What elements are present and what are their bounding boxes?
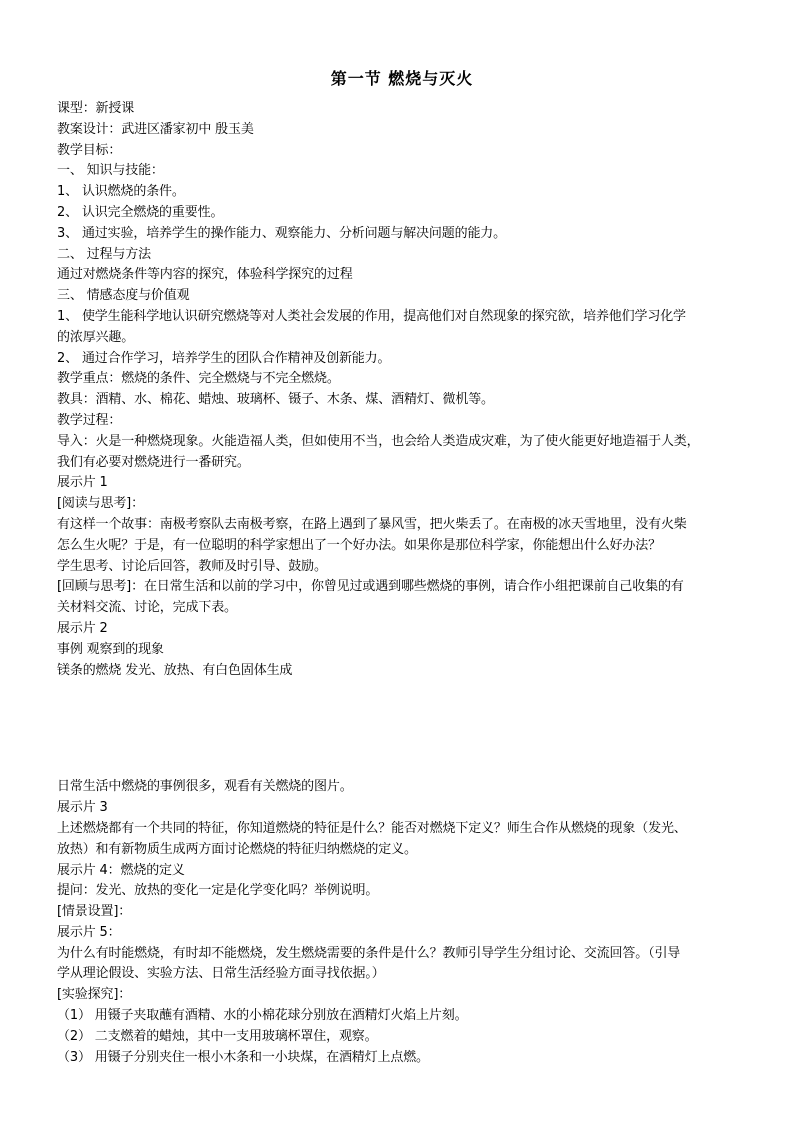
- experiment-step-3: （3） 用镊子分别夹住一根小木条和一小块煤，在酒精灯上点燃。: [57, 1049, 429, 1065]
- designer-line: 教案设计：武进区潘家初中 殷玉美: [57, 121, 254, 137]
- objective-item-3-2: 2、 通过合作学习，培养学生的团队合作精神及创新能力。: [57, 350, 391, 366]
- slide-4-label: 展示片 4：燃烧的定义: [57, 862, 185, 878]
- table-row-magnesium: 镁条的燃烧 发光、放热、有白色固体生成: [57, 662, 293, 678]
- objective-item-1-1: 1、 认识燃烧的条件。: [57, 184, 185, 200]
- slide-5-label: 展示片 5：: [57, 924, 121, 940]
- objective-item-3-1-cont: 的浓厚兴趣。: [57, 329, 135, 345]
- teaching-aids-line: 教具：酒精、水、棉花、蜡烛、玻璃杯、镊子、木条、煤、酒精灯、微机等。: [57, 392, 494, 408]
- slide-2-label: 展示片 2: [57, 620, 108, 636]
- objective-section-2: 二、 过程与方法: [57, 246, 151, 262]
- intro-line: 导入：火是一种燃烧现象。火能造福人类，但如使用不当，也会给人类造成灾难，为了使火能更好地造福于人类，: [57, 433, 700, 449]
- review-think-line-2: 关材料交流、讨论，完成下表。: [57, 600, 237, 616]
- objective-item-1-2: 2、 认识完全燃烧的重要性。: [57, 204, 224, 220]
- read-think-heading: [阅读与思考]：: [57, 496, 144, 512]
- objective-item-2-1: 通过对燃烧条件等内容的探究，体验科学探究的过程: [57, 267, 353, 283]
- review-think-line-1: [回顾与思考]：在日常生活和以前的学习中，你曾见过或遇到哪些燃烧的事例，请合作小组把课前自己收集的有: [57, 579, 684, 595]
- question-line: 提问：发光、放热的变化一定是化学变化吗？举例说明。: [57, 883, 379, 899]
- document-title: 第一节 燃烧与灭火: [330, 69, 474, 88]
- table-header-line: 事例 观察到的现象: [57, 641, 164, 657]
- experiment-step-2: （2） 二支燃着的蜡烛，其中一支用玻璃杯罩住，观察。: [57, 1028, 378, 1044]
- process-heading: 教学过程：: [57, 412, 122, 428]
- daily-examples-line: 日常生活中燃烧的事例很多，观看有关燃烧的图片。: [57, 779, 353, 795]
- blank-space: [57, 681, 747, 777]
- story-line-1: 有这样一个故事：南极考察队去南极考察，在路上遇到了暴风雪，把火柴丢了。在南极的冰天雪地里，没有火柴: [57, 516, 687, 532]
- intro-line-cont: 我们有必要对燃烧进行一番研究。: [57, 454, 250, 470]
- condition-question-line-1: 为什么有时能燃烧，有时却不能燃烧，发生燃烧需要的条件是什么？教师引导学生分组讨论、交流回答。（引导: [57, 945, 681, 961]
- experiment-step-1: （1） 用镊子夹取蘸有酒精、水的小棉花球分别放在酒精灯火焰上片刻。: [57, 1008, 468, 1024]
- student-answer-line: 学生思考、讨论后回答，教师及时引导、鼓励。: [57, 558, 327, 574]
- condition-question-line-2: 学从理论假设、实验方法、日常生活经验方面寻找依据。）: [57, 966, 385, 982]
- feature-question-line-1: 上述燃烧都有一个共同的特征，你知道燃烧的特征是什么？能否对燃烧下定义？师生合作从燃烧的现象（发光、: [57, 820, 687, 836]
- course-type-line: 课型：新授课: [57, 101, 135, 116]
- document-body-bottom: [57, 777, 747, 1068]
- experiment-heading: [实验探究]：: [57, 987, 132, 1003]
- objective-section-1: 一、 知识与技能：: [57, 163, 164, 179]
- objective-item-1-3: 3、 通过实验，培养学生的操作能力、观察能力、分析问题与解决问题的能力。: [57, 225, 507, 241]
- objective-section-3: 三、 情感态度与价值观: [57, 288, 190, 304]
- feature-question-line-2: 放热）和有新物质生成两方面讨论燃烧的特征归纳燃烧的定义。: [57, 841, 417, 857]
- key-points-line: 教学重点：燃烧的条件、完全燃烧与不完全燃烧。: [57, 371, 340, 387]
- document-body-top: [57, 99, 747, 681]
- slide-1-label: 展示片 1: [57, 475, 108, 491]
- scenario-heading: [情景设置]：: [57, 904, 132, 920]
- story-line-2: 怎么生火呢？于是，有一位聪明的科学家想出了一个好办法。如果你是那位科学家，你能想出什么好办法？: [57, 537, 661, 553]
- slide-3-label: 展示片 3: [57, 800, 108, 816]
- document-page: [57, 60, 747, 1068]
- objectives-heading: 教学目标：: [57, 142, 122, 158]
- objective-item-3-1: 1、 使学生能科学地认识研究燃烧等对人类社会发展的作用，提高他们对自然现象的探究欲，培养他们学习化学: [57, 308, 686, 324]
